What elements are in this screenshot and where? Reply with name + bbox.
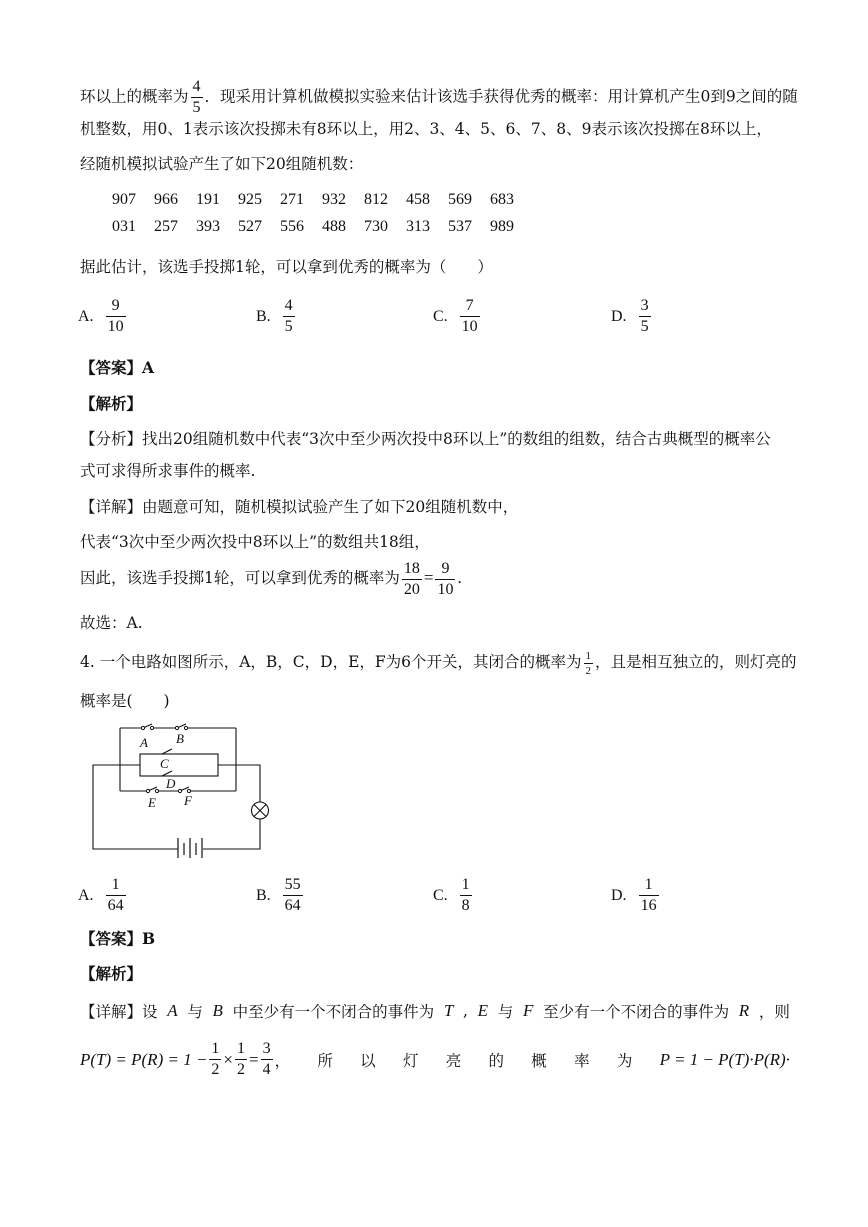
- q3-detail-line-1: 【详解】由题意可知，随机模拟试验产生了如下20组随机数中，: [80, 498, 519, 516]
- random-number: 537: [448, 218, 472, 235]
- fraction: $\frac{1}{64}$: [107, 876, 124, 914]
- q4-detail-line-2: P(T) = P(R) = 1 − $\frac{1}{2}$ × $\frac{1}{2}$ = $\frac{3}{4}$ ， 所 以 灯 亮 的 概 率 为 P = 1 − P(T)·P(R)·: [80, 1040, 790, 1078]
- fraction: $\frac{1}{2}$: [585, 649, 592, 677]
- option-b[interactable]: [256, 297, 297, 336]
- detail-word: ，则: [758, 1003, 790, 1021]
- text: ．现采用计算机做模拟实验来估计该选手获得优秀的概率：用计算机产生0到9之间的随: [204, 87, 798, 106]
- random-number: 966: [154, 191, 178, 208]
- random-number: 257: [154, 218, 178, 235]
- random-number: 527: [238, 218, 262, 235]
- random-number: 313: [406, 218, 430, 235]
- detail-word: 与: [187, 1003, 203, 1021]
- random-number: 031: [112, 218, 136, 235]
- option-label: B.: [256, 307, 271, 325]
- q3-answer: 【答案】A: [80, 358, 155, 377]
- random-number: 907: [112, 191, 136, 208]
- detail-word: F: [522, 1001, 534, 1020]
- question-3-stem: 据此估计，该选手投掷1轮，可以拿到优秀的概率为（ ）: [80, 258, 493, 276]
- random-number: 556: [280, 218, 304, 235]
- fraction: $\frac{4}{5}$: [192, 78, 201, 116]
- random-number: 683: [490, 191, 514, 208]
- detail-word: B: [212, 1001, 223, 1020]
- detail-word: T: [443, 1001, 454, 1020]
- option-a[interactable]: [78, 876, 128, 915]
- option-label: C.: [433, 307, 448, 325]
- fraction: $\frac{7}{10}$: [461, 297, 478, 335]
- circuit-label-a: A: [140, 735, 148, 750]
- circuit-wire-lamp-top: [236, 765, 260, 802]
- random-number: 989: [490, 218, 514, 235]
- detail-word: ,: [463, 1002, 468, 1020]
- lamp-icon: [252, 802, 269, 819]
- detail-word: 中至少有一个不闭合的事件为: [232, 1003, 435, 1021]
- random-number: 812: [364, 191, 388, 208]
- random-number: 932: [322, 191, 346, 208]
- q4-jiexi: 【解析】: [80, 964, 143, 983]
- option-c[interactable]: [433, 876, 474, 915]
- option-label: B.: [256, 886, 271, 904]
- q3-choose: 故选：A.: [80, 614, 143, 632]
- text: 环以上的概率为: [80, 87, 189, 106]
- para-line-1: [80, 78, 798, 117]
- detail-word: A: [167, 1001, 178, 1020]
- random-number: 458: [406, 191, 430, 208]
- option-d[interactable]: [611, 297, 653, 336]
- para-line-2: 机整数，用0、1表示该次投掷未有8环以上，用2、3、4、5、6、7、8、9表示该次投掷在8环以上，: [80, 120, 772, 138]
- fraction: $\frac{55}{64}$: [284, 876, 301, 914]
- fraction: $\frac{1}{2}$: [211, 1040, 220, 1078]
- circuit-label-b: B: [176, 731, 184, 746]
- option-label: D.: [611, 307, 627, 325]
- detail-word: R: [738, 1001, 750, 1020]
- fraction: $\frac{3}{4}$: [262, 1040, 271, 1078]
- circuit-diagram: [88, 718, 278, 858]
- fraction: $\frac{9}{10}$: [107, 297, 124, 335]
- random-number: 191: [196, 191, 220, 208]
- fraction: $\frac{18}{20}$: [403, 559, 420, 598]
- option-label: A.: [78, 886, 94, 904]
- random-number: 730: [364, 218, 388, 235]
- option-b[interactable]: [256, 876, 305, 915]
- battery-icon: [178, 838, 202, 858]
- circuit-label-e: E: [148, 795, 156, 810]
- option-d[interactable]: [611, 876, 661, 915]
- detail-word: 与: [497, 1003, 514, 1021]
- detail-word: E: [477, 1001, 489, 1020]
- fraction: $\frac{4}{5}$: [284, 297, 293, 335]
- detail-word: 至少有一个不闭合的事件为: [543, 1003, 730, 1021]
- question-4-stem-line-2: 概率是( ): [80, 692, 170, 710]
- q4-detail-line-1: [80, 1000, 790, 1022]
- para-line-3: 经随机模拟试验产生了如下20组随机数：: [80, 155, 364, 173]
- q4-answer: 【答案】B: [80, 929, 156, 948]
- circuit-label-c: C: [160, 756, 169, 771]
- random-number: 925: [238, 191, 262, 208]
- random-number: 488: [322, 218, 346, 235]
- random-number: 569: [448, 191, 472, 208]
- option-label: C.: [433, 886, 448, 904]
- option-c[interactable]: [433, 297, 482, 336]
- switch-c: [162, 749, 172, 754]
- q3-detail-line-2: 代表“3次中至少两次投中8环以上”的数组共18组，: [80, 533, 430, 551]
- fraction: $\frac{1}{16}$: [640, 876, 657, 914]
- q3-fenxi-line-2: 式可求得所求事件的概率.: [80, 462, 256, 480]
- circuit-label-d: D: [166, 776, 176, 791]
- formula-p: P = 1 − P(T)·P(R)·: [659, 1049, 790, 1069]
- fraction: $\frac{1}{8}$: [461, 876, 470, 914]
- q3-jiexi: 【解析】: [80, 394, 143, 413]
- random-number: 393: [196, 218, 220, 235]
- fraction: $\frac{1}{2}$: [237, 1040, 246, 1078]
- circuit-wire-right: [203, 819, 260, 849]
- option-a[interactable]: [78, 297, 128, 336]
- q3-detail-line-3: 因此，该选手投掷1轮，可以拿到优秀的概率为 $\frac{18}{20}$ = $\frac{9}{10}$ .: [80, 559, 462, 598]
- q3-fenxi-line-1: 【分析】找出20组随机数中代表“3次中至少两次投中8环以上”的数组的组数，结合古典概型的概率公: [80, 430, 771, 448]
- fraction: $\frac{3}{5}$: [640, 297, 649, 335]
- formula-pt-pr: P(T) = P(R) = 1 − $\frac{1}{2}$ × $\frac{1}{2}$ = $\frac{3}{4}$ ，: [80, 1040, 291, 1078]
- question-4-stem-line-1: 4. 一个电路如图所示，A，B，C，D，E，F为6个开关，其闭合的概率为 $\frac{1}{2}$ ，且是相互独立的，则灯亮的: [80, 649, 797, 677]
- detail-word: 【详解】设: [80, 1003, 158, 1021]
- random-number: 271: [280, 191, 304, 208]
- circuit-label-f: F: [184, 793, 192, 808]
- fraction: $\frac{9}{10}$: [437, 559, 454, 598]
- option-label: A.: [78, 307, 94, 325]
- option-label: D.: [611, 886, 627, 904]
